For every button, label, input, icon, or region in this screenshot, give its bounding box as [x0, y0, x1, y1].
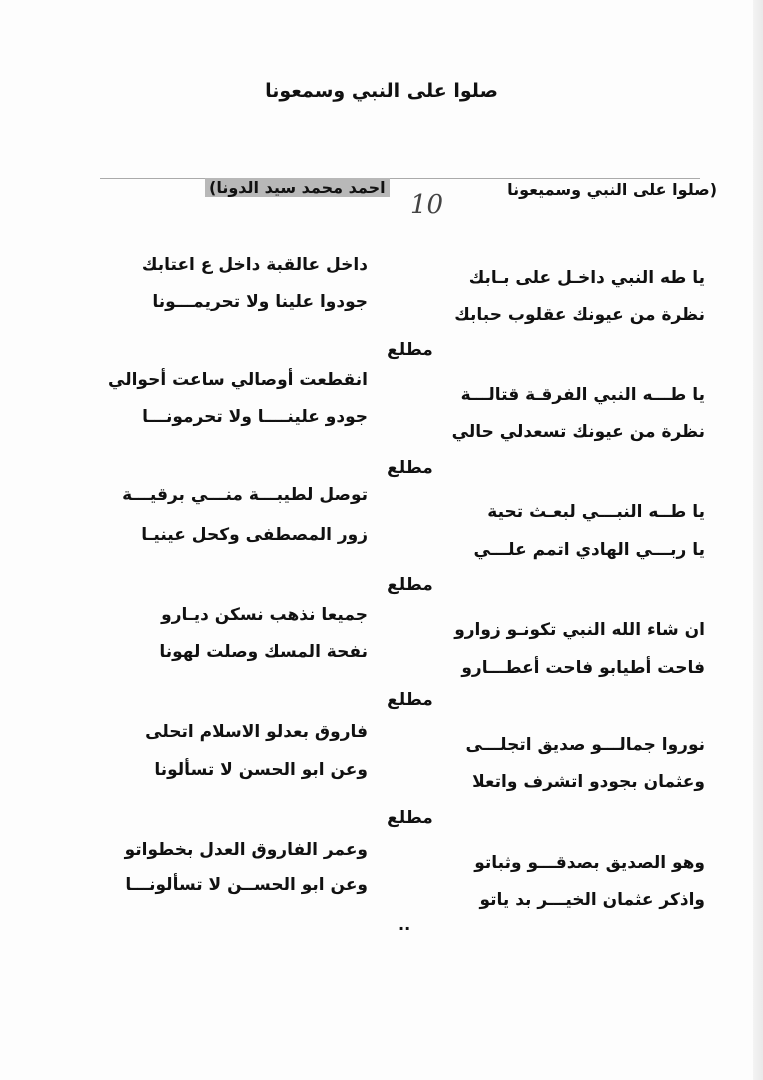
stanza-5-left-line-1: فاروق بعدلو الاسلام اتحلى: [145, 722, 368, 742]
header-left-author: [205, 178, 390, 197]
stanza-1-right-line-1: يا طه النبي داخـل على بـابك: [468, 268, 705, 288]
stanza-3-left-line-2: زور المصطفى وكحل عينيـا: [141, 525, 368, 545]
chorus-label-2: مطلع: [387, 458, 433, 478]
header-rule: [100, 178, 700, 179]
stanza-4-right-line-1: ان شاء الله النبي تكونـو زوارو: [454, 620, 705, 640]
page-title: صلوا على النبي وسمعونا: [265, 80, 498, 102]
handwritten-page-number: 10: [410, 190, 444, 220]
stanza-5-right-line-1: نوروا جمالـــو صديق اتجلـــى: [465, 735, 705, 755]
stanza-2-left-line-2: جودو علينــــا ولا تحرمونـــا: [142, 407, 368, 427]
chorus-label-3: مطلع: [387, 575, 433, 595]
stanza-2-left-line-1: انقطعت أوصالي ساعت أحوالي: [108, 370, 368, 390]
stanza-5-left-line-2: وعن ابو الحسن لا تسألونا: [154, 760, 368, 780]
stanza-3-right-line-1: يا طــه النبـــي لبعـث تحية: [487, 502, 705, 522]
stanza-4-right-line-2: فاحت أطيابو فاحت أعطـــارو: [461, 658, 705, 678]
stanza-4-left-line-2: نفحة المسك وصلت لهونا: [159, 642, 368, 662]
chorus-label-5: مطلع: [387, 808, 433, 828]
stanza-1-left-line-1: داخل عالقبة داخل ع اعتابك: [141, 255, 368, 275]
stanza-2-right-line-1: يا طـــه النبي الفرقـة قتالـــة: [460, 385, 705, 405]
stanza-6-left-line-1: وعمر الفاروق العدل بخطواتو: [124, 840, 368, 860]
chorus-label-4: مطلع: [387, 690, 433, 710]
author-name: احمد محمد سيد الدونا): [205, 178, 390, 197]
stanza-3-left-line-1: توصل لطيبـــة منـــي برقيـــة: [122, 485, 368, 505]
stanza-3-right-line-2: يا ربـــي الهادي اتمم علـــي: [473, 540, 705, 560]
stanza-6-left-line-2: وعن ابو الحســن لا تسألونـــا: [125, 875, 368, 895]
end-marks: ..: [398, 915, 411, 934]
stanza-2-right-line-2: نظرة من عيونك تسعدلي حالي: [451, 422, 705, 442]
scan-edge: [753, 0, 763, 1080]
chorus-label-1: مطلع: [387, 340, 433, 360]
stanza-4-left-line-1: جميعا نذهب نسكن ديـارو: [161, 605, 368, 625]
stanza-6-right-line-1: وهو الصديق بصدقـــو وثباتو: [474, 853, 705, 873]
stanza-1-left-line-2: جودوا علينا ولا تحريمـــونا: [152, 292, 368, 312]
stanza-1-right-line-2: نظرة من عيونك عقلوب حبابك: [454, 305, 705, 325]
stanza-5-right-line-2: وعثمان بجودو اتشرف واتعلا: [472, 772, 705, 792]
header-right-text: (صلوا على النبي وسميعونا: [507, 180, 717, 199]
stanza-6-right-line-2: واذكر عثمان الخيـــر بد ياتو: [479, 890, 705, 910]
